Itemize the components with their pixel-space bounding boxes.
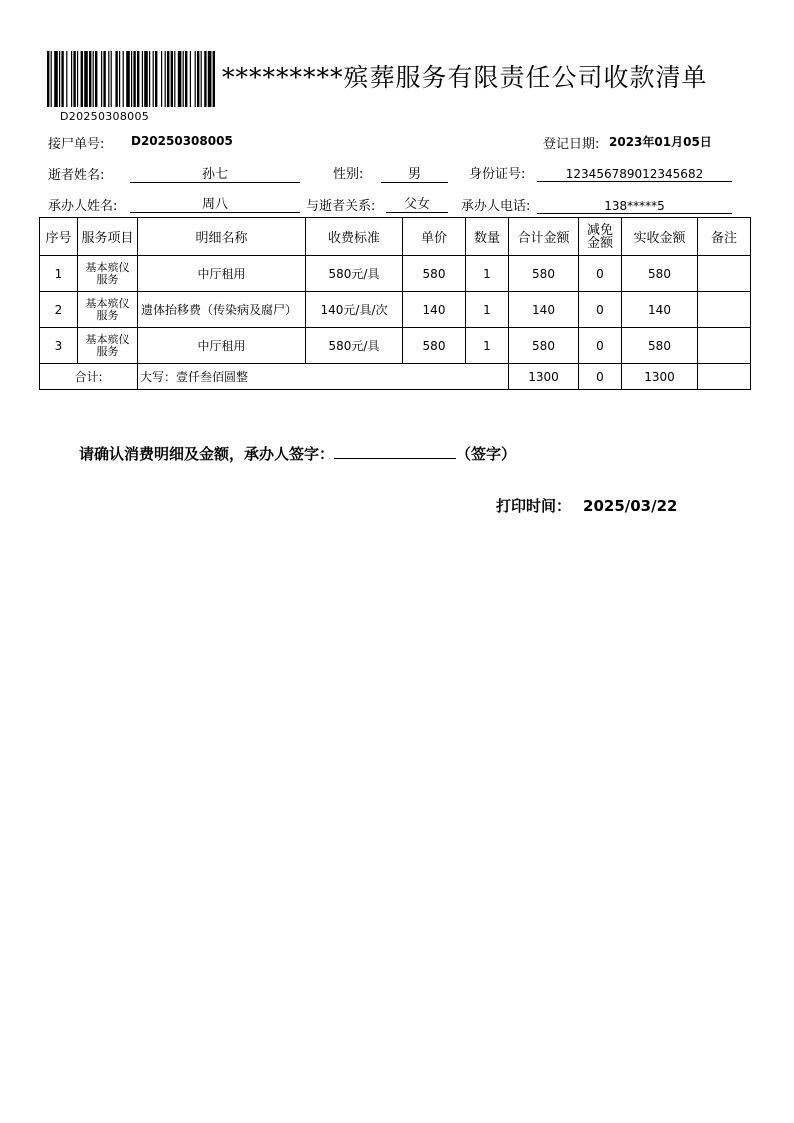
- print-time: [496, 495, 677, 516]
- col-header-reduce-text: 减免金额: [586, 222, 613, 251]
- cell-service-text: 基本殡仪服务: [85, 296, 130, 322]
- total-reduce: 0: [579, 364, 622, 390]
- cell-no: 1: [40, 256, 78, 292]
- receive-no-value: D20250308005: [131, 134, 233, 148]
- relation-value: 父女: [386, 196, 448, 213]
- table-row: [40, 256, 751, 292]
- charges-table: [39, 217, 751, 390]
- cell-service-text: 基本殡仪服务: [85, 260, 130, 286]
- document-title: *********殡葬服务有限责任公司收款清单: [222, 63, 708, 92]
- print-time-label: 打印时间：: [496, 497, 572, 515]
- col-header-no: 序号: [40, 218, 78, 256]
- cell-detail: 中厅租用: [138, 328, 306, 364]
- cell-detail: 遗体抬移费（传染病及腐尸）: [138, 292, 306, 328]
- col-header-detail: 明细名称: [138, 218, 306, 256]
- cell-total: 140: [509, 292, 579, 328]
- deceased-name-value: 孙七: [130, 166, 300, 183]
- cell-service: [78, 292, 138, 328]
- reg-date-value: 2023年01月05日: [609, 135, 712, 149]
- table-total-row: [40, 364, 751, 390]
- cell-remark: [698, 256, 751, 292]
- cell-reduce: 0: [579, 256, 622, 292]
- table-row: [40, 328, 751, 364]
- print-time-value: 2025/03/22: [583, 497, 678, 515]
- cell-standard: 580元/具: [306, 328, 403, 364]
- cell-reduce: 0: [579, 292, 622, 328]
- cell-remark: [698, 328, 751, 364]
- total-uppercase: 大写：壹仟叁佰圆整: [138, 364, 509, 390]
- cell-no: 3: [40, 328, 78, 364]
- cell-service-text: 基本殡仪服务: [85, 332, 130, 358]
- cell-remark: [698, 292, 751, 328]
- table-header-row: [40, 218, 751, 256]
- handler-name-value: 周八: [130, 196, 300, 213]
- total-sum: 1300: [509, 364, 579, 390]
- reg-date-label: 登记日期:: [543, 137, 600, 152]
- barcode: [47, 51, 215, 107]
- cell-detail: 中厅租用: [138, 256, 306, 292]
- confirm-signature-line: [79, 443, 516, 464]
- col-header-total: 合计金额: [509, 218, 579, 256]
- signature-blank: [334, 444, 456, 459]
- handler-name-label: 承办人姓名:: [48, 199, 118, 214]
- col-header-service: 服务项目: [78, 218, 138, 256]
- handler-phone-label: 承办人电话:: [461, 199, 531, 214]
- total-remark: [698, 364, 751, 390]
- cell-qty: 1: [466, 292, 509, 328]
- cell-no: 2: [40, 292, 78, 328]
- relation-label: 与逝者关系:: [306, 199, 376, 214]
- cell-price: 580: [403, 256, 466, 292]
- sign-suffix: （签字）: [456, 445, 517, 463]
- gender-value: 男: [381, 166, 448, 183]
- cell-actual: 140: [622, 292, 698, 328]
- confirm-text: 请确认消费明细及金额，承办人签字：: [79, 445, 335, 463]
- gender-label: 性别:: [333, 167, 364, 182]
- cell-total: 580: [509, 328, 579, 364]
- cell-actual: 580: [622, 256, 698, 292]
- receive-no-label: 接尸单号:: [48, 137, 105, 152]
- cell-service: [78, 328, 138, 364]
- table-row: [40, 292, 751, 328]
- col-header-price: 单价: [403, 218, 466, 256]
- cell-actual: 580: [622, 328, 698, 364]
- barcode-number: D20250308005: [60, 110, 150, 123]
- col-header-actual: 实收金额: [622, 218, 698, 256]
- deceased-name-label: 逝者姓名:: [48, 168, 105, 183]
- col-header-reduce: [579, 218, 622, 256]
- col-header-remark: 备注: [698, 218, 751, 256]
- col-header-qty: 数量: [466, 218, 509, 256]
- total-label: 合计:: [40, 364, 138, 390]
- cell-standard: 140元/具/次: [306, 292, 403, 328]
- cell-qty: 1: [466, 256, 509, 292]
- cell-service: [78, 256, 138, 292]
- cell-total: 580: [509, 256, 579, 292]
- id-number-value: 123456789012345682: [537, 165, 732, 182]
- id-number-label: 身份证号:: [469, 167, 526, 182]
- col-header-standard: 收费标准: [306, 218, 403, 256]
- handler-phone-value: 138*****5: [537, 197, 732, 214]
- cell-price: 140: [403, 292, 466, 328]
- cell-reduce: 0: [579, 328, 622, 364]
- cell-standard: 580元/具: [306, 256, 403, 292]
- cell-price: 580: [403, 328, 466, 364]
- cell-qty: 1: [466, 328, 509, 364]
- total-actual: 1300: [622, 364, 698, 390]
